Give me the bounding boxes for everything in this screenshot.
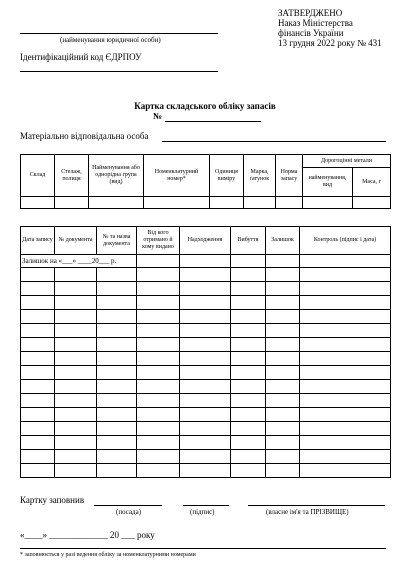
- table-cell: [300, 352, 391, 366]
- table-cell: [137, 338, 180, 352]
- table-cell: [55, 296, 97, 310]
- table-cell: [137, 324, 180, 338]
- table-cell: [266, 436, 300, 450]
- col-date: Дата запису: [21, 227, 55, 255]
- table-cell: [21, 436, 55, 450]
- table-cell: [231, 422, 266, 436]
- responsible-line: [162, 141, 386, 142]
- table-row: [21, 366, 391, 380]
- table-cell: [137, 268, 180, 282]
- table-cell: [300, 394, 391, 408]
- table-cell: [97, 310, 137, 324]
- table-cell: [97, 296, 137, 310]
- table-cell: [266, 394, 300, 408]
- table-cell: [21, 268, 55, 282]
- col-name: Найменування або однорідна група (вид): [89, 155, 144, 197]
- signature-caption: (підпис): [190, 508, 215, 516]
- col-balance: Залишок: [266, 227, 300, 255]
- table-row: [21, 394, 391, 408]
- table-cell: [137, 366, 180, 380]
- table-cell: [21, 394, 55, 408]
- table-row: [21, 282, 391, 296]
- table-cell: [97, 366, 137, 380]
- col-norm: Норма запасу: [276, 155, 303, 197]
- table-cell: [266, 450, 300, 464]
- table-cell: [300, 380, 391, 394]
- approval-line-4: 13 грудня 2022 року № 431: [278, 38, 382, 48]
- table-cell: [137, 464, 180, 478]
- table-cell: [231, 338, 266, 352]
- table-cell: [300, 422, 391, 436]
- table-cell: [231, 394, 266, 408]
- table-cell: [55, 366, 97, 380]
- table-cell: [55, 324, 97, 338]
- table-cell: [266, 380, 300, 394]
- table-cell: [21, 464, 55, 478]
- table-cell: [55, 352, 97, 366]
- table-cell: [97, 268, 137, 282]
- table-row: [21, 380, 391, 394]
- col-grade: Марка, ґатунок: [244, 155, 276, 197]
- table-row: [21, 408, 391, 422]
- table-cell: [97, 394, 137, 408]
- table-cell: [55, 282, 97, 296]
- table-cell: [55, 436, 97, 450]
- table-cell: [21, 408, 55, 422]
- table-cell: [231, 310, 266, 324]
- table-row: [21, 197, 391, 209]
- table-cell: [137, 380, 180, 394]
- table-cell: [97, 324, 137, 338]
- table-cell: [21, 352, 55, 366]
- table-cell: [300, 450, 391, 464]
- table-cell: [180, 310, 231, 324]
- table-cell: [180, 436, 231, 450]
- balance-row-label: Залишок на «___» ____20___ р.: [21, 255, 137, 268]
- table-row: [21, 338, 391, 352]
- table-cell: [21, 380, 55, 394]
- table-row: [21, 450, 391, 464]
- col-doc-number: № документа: [55, 227, 97, 255]
- table-cell: [180, 338, 231, 352]
- table-cell: [231, 450, 266, 464]
- table-cell: [180, 268, 231, 282]
- table-cell: [300, 464, 391, 478]
- table-row: [21, 464, 391, 478]
- table-cell: [266, 464, 300, 478]
- table-cell: [137, 352, 180, 366]
- table-cell: [300, 310, 391, 324]
- balance-row: [21, 255, 391, 268]
- table-cell: [300, 324, 391, 338]
- table-cell: [231, 408, 266, 422]
- table-cell: [97, 436, 137, 450]
- table-cell: [180, 282, 231, 296]
- full-name-caption: (власне ім'я та ПРІЗВИЩЕ): [266, 508, 349, 516]
- table-cell: [97, 352, 137, 366]
- full-name-line: [248, 505, 385, 506]
- table-cell: [180, 394, 231, 408]
- table-cell: [300, 436, 391, 450]
- table-cell: [55, 422, 97, 436]
- table-cell: [300, 408, 391, 422]
- table-cell: [21, 296, 55, 310]
- table-cell: [231, 366, 266, 380]
- table-cell: [231, 352, 266, 366]
- table-cell: [266, 408, 300, 422]
- table-row: [21, 436, 391, 450]
- signature-line: [183, 505, 229, 506]
- table-cell: [21, 310, 55, 324]
- table-cell: [21, 422, 55, 436]
- footnote: * заповнюється у разі ведення обліку за номенклатурними номерами: [20, 552, 196, 558]
- page-title: Картка складського обліку запасів: [134, 101, 276, 111]
- col-control: Контроль (підпис і дата): [300, 227, 391, 255]
- col-unit: Одиниця виміру: [210, 155, 244, 197]
- table-cell: [300, 366, 391, 380]
- table-row: [21, 324, 391, 338]
- table-cell: [231, 268, 266, 282]
- approval-line-2: Наказ Міністерства: [278, 18, 353, 28]
- table-cell: [21, 338, 55, 352]
- table-cell: [266, 352, 300, 366]
- table-cell: [231, 380, 266, 394]
- edrpou-label: Ідентифікаційний код ЄДРПОУ: [20, 52, 142, 62]
- table-cell: [231, 296, 266, 310]
- approval-block: [278, 8, 382, 48]
- table-cell: [97, 282, 137, 296]
- table-cell: [266, 324, 300, 338]
- org-name-line: [20, 33, 218, 34]
- table-cell: [137, 310, 180, 324]
- col-receipt: Надходження: [180, 227, 231, 255]
- table-cell: [21, 282, 55, 296]
- table-cell: [180, 324, 231, 338]
- table-cell: [137, 450, 180, 464]
- movement-table: [20, 226, 391, 478]
- table-cell: [97, 422, 137, 436]
- table-cell: [21, 366, 55, 380]
- table-cell: [180, 296, 231, 310]
- table-cell: [55, 338, 97, 352]
- table-cell: [55, 310, 97, 324]
- approval-line-1: ЗАТВЕРДЖЕНО: [278, 8, 343, 18]
- table-cell: [266, 296, 300, 310]
- table-cell: [180, 408, 231, 422]
- table-cell: [180, 366, 231, 380]
- table-cell: [300, 296, 391, 310]
- col-warehouse: Склад: [21, 155, 55, 197]
- table-cell: [300, 268, 391, 282]
- table-cell: [231, 436, 266, 450]
- table-row: [21, 296, 391, 310]
- table-cell: [21, 450, 55, 464]
- table-cell: [180, 380, 231, 394]
- table-cell: [137, 408, 180, 422]
- table-cell: [55, 408, 97, 422]
- table-cell: [137, 296, 180, 310]
- table-cell: [300, 282, 391, 296]
- table-cell: [97, 338, 137, 352]
- table-cell: [266, 422, 300, 436]
- table-cell: [180, 464, 231, 478]
- col-issue: Вибуття: [231, 227, 266, 255]
- col-item-number: Номенклатурний номер*: [144, 155, 210, 197]
- table-cell: [55, 380, 97, 394]
- col-from-to: Від кого отримано й кому видано: [137, 227, 180, 255]
- table-cell: [55, 268, 97, 282]
- table-cell: [55, 394, 97, 408]
- table-cell: [266, 338, 300, 352]
- table-cell: [180, 450, 231, 464]
- table-cell: [137, 282, 180, 296]
- table-cell: [137, 422, 180, 436]
- table-cell: [55, 464, 97, 478]
- table-cell: [97, 380, 137, 394]
- table-cell: [55, 450, 97, 464]
- table-cell: [266, 268, 300, 282]
- table-cell: [21, 324, 55, 338]
- table-cell: [97, 408, 137, 422]
- table-row: [21, 422, 391, 436]
- table-cell: [266, 310, 300, 324]
- responsible-label: Матеріально відповідальна особа: [20, 131, 149, 141]
- table-cell: [231, 282, 266, 296]
- table-cell: [266, 282, 300, 296]
- col-metal-name: найменування, вид: [303, 168, 353, 197]
- item-info-table: [20, 154, 391, 209]
- table-cell: [180, 422, 231, 436]
- col-doc-name: № та назва документа: [97, 227, 137, 255]
- table-cell: [137, 394, 180, 408]
- col-precious-metals: Дорогоцінні метали: [303, 155, 391, 168]
- date-line: «____» _____________ 20 ___ року: [20, 530, 155, 540]
- table-cell: [300, 338, 391, 352]
- table-row: [21, 352, 391, 366]
- col-metal-mass: Маса, г: [353, 168, 391, 197]
- position-line: [94, 505, 162, 506]
- position-caption: (посада): [116, 508, 142, 516]
- approval-line-3: фінансів України: [278, 28, 344, 38]
- edrpou-line: [20, 71, 218, 72]
- footnote-separator: [20, 548, 386, 549]
- filled-by-label: Картку заповнив: [20, 495, 85, 505]
- table-cell: [97, 450, 137, 464]
- table-row: [21, 268, 391, 282]
- org-name-caption: (найменування юридичної особи): [60, 36, 161, 44]
- table-cell: [266, 366, 300, 380]
- table-cell: [231, 464, 266, 478]
- card-number-line: [165, 121, 261, 122]
- table-cell: [137, 436, 180, 450]
- col-shelf: Стелаж, полиця: [55, 155, 89, 197]
- table-cell: [180, 352, 231, 366]
- table-cell: [97, 464, 137, 478]
- table-cell: [231, 324, 266, 338]
- table-row: [21, 310, 391, 324]
- card-number-label: №: [153, 111, 163, 121]
